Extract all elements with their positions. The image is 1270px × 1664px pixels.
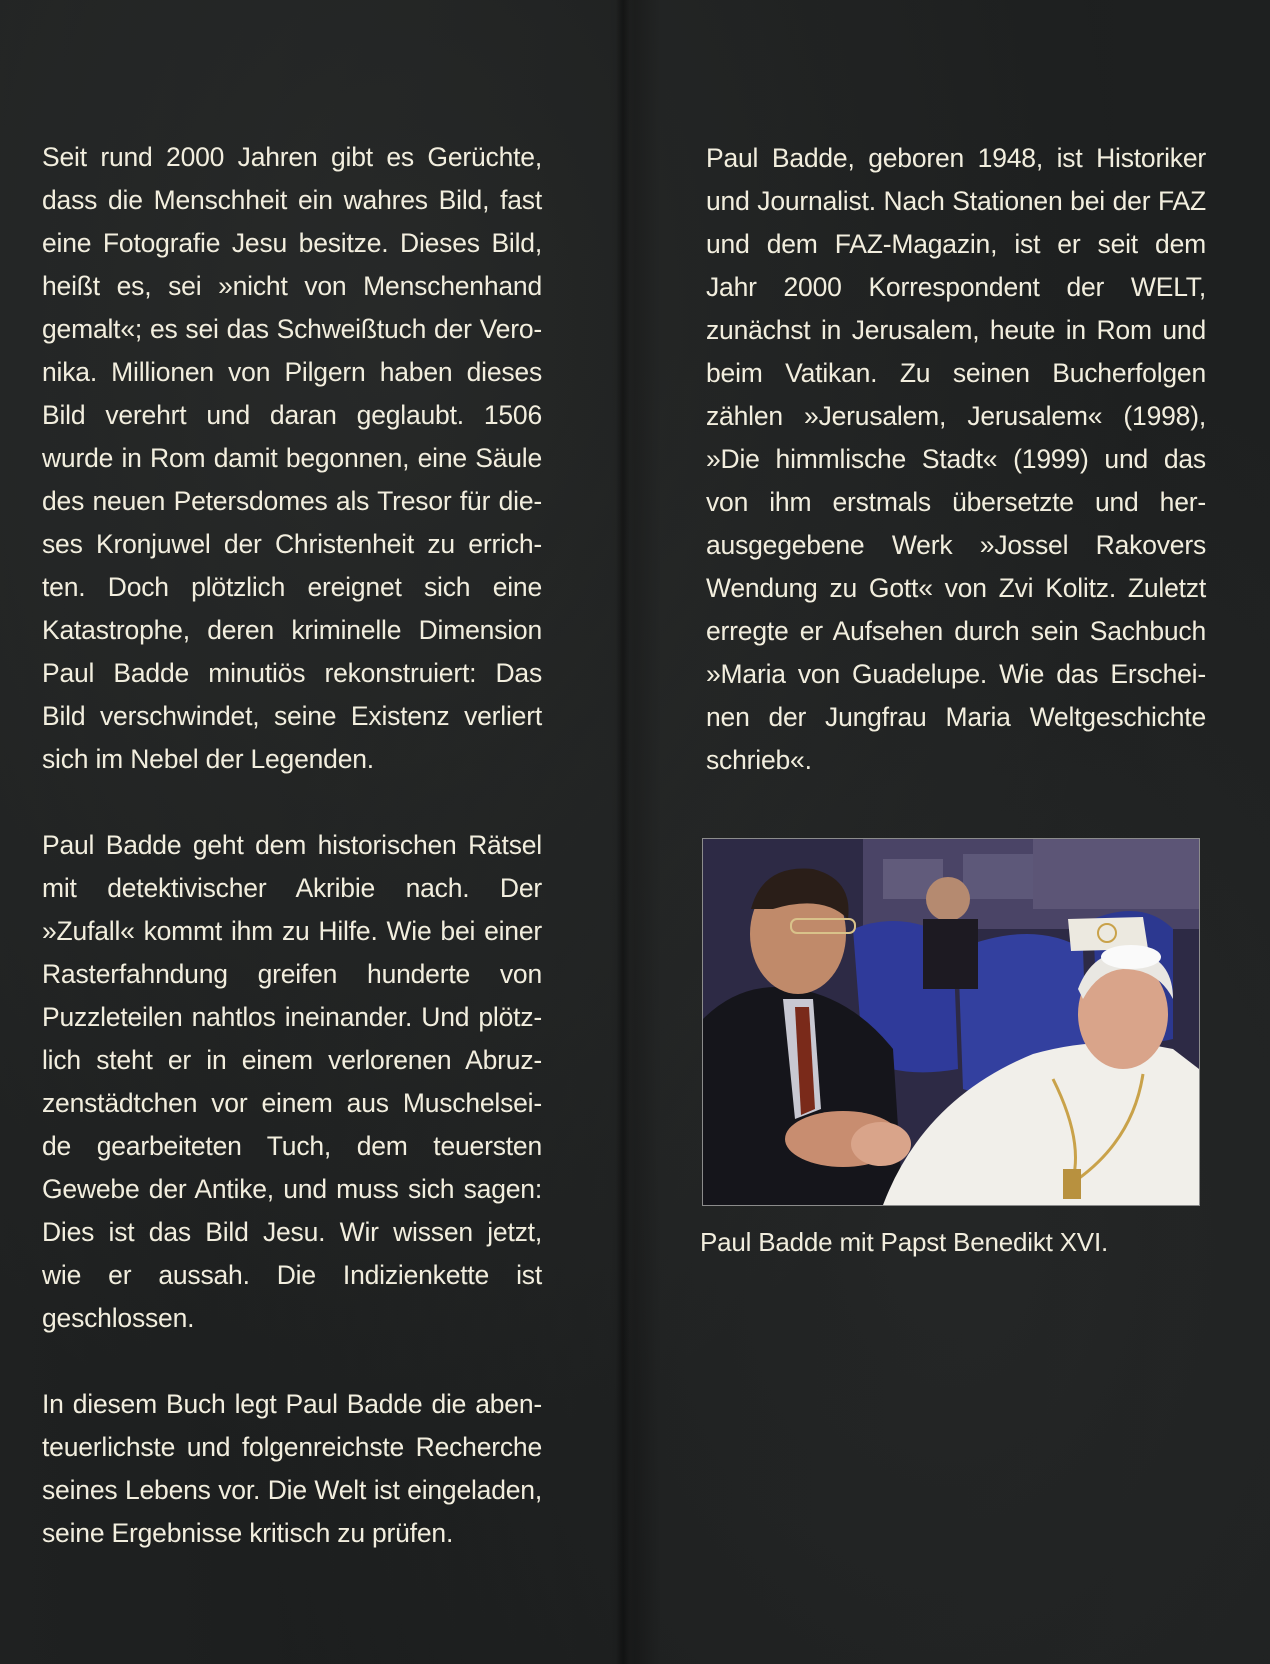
author-with-pope-photo [702, 838, 1200, 1206]
text-line: von ihm erstmals übersetzte und her- [706, 487, 1206, 517]
text-line: gemalt«; es sei das Schweißtuch der Vero- [42, 314, 542, 344]
text-line: lich steht er in einem verlorenen Abruz- [42, 1045, 542, 1075]
text-line: Jahr 2000 Korrespondent der WELT, [706, 272, 1206, 302]
author-bio-paragraph [706, 137, 1206, 782]
text-line: seines Lebens vor. Die Welt ist eingeladen, [42, 1475, 542, 1505]
text-line: In diesem Buch legt Paul Badde die aben- [42, 1389, 542, 1419]
text-line: zählen »Jerusalem, Jerusalem« (1998), [706, 401, 1206, 431]
text-line: wie er aussah. Die Indizienkette ist [42, 1260, 542, 1290]
text-line: mit detektivischer Akribie nach. Der [42, 873, 542, 903]
text-line: ten. Doch plötzlich ereignet sich eine [42, 572, 542, 602]
text-line: nen der Jungfrau Maria Weltgeschichte [706, 702, 1206, 732]
text-line: Dies ist das Bild Jesu. Wir wissen jetzt, [42, 1217, 542, 1247]
text-line: und dem FAZ-Magazin, ist er seit dem [706, 229, 1206, 259]
blurb-paragraph-2 [42, 824, 542, 1340]
text-line: geschlossen. [42, 1303, 195, 1333]
text-line: des neuen Petersdomes als Tresor für die- [42, 486, 542, 516]
text-line: Gewebe der Antike, und muss sich sagen: [42, 1174, 542, 1204]
text-line: Puzzleteilen nahtlos ineinander. Und plötz- [42, 1002, 542, 1032]
text-line: »Zufall« kommt ihm zu Hilfe. Wie bei einer [42, 916, 542, 946]
text-line: zunächst in Jerusalem, heute in Rom und [706, 315, 1206, 345]
text-line: Paul Badde geht dem historischen Rätsel [42, 830, 542, 860]
text-line: schrieb«. [706, 745, 812, 775]
text-line: teuerlichste und folgenreichste Recherche [42, 1432, 542, 1462]
text-line: »Die himmlische Stadt« (1999) und das [706, 444, 1206, 474]
text-line: wurde in Rom damit begonnen, eine Säule [42, 443, 542, 473]
text-line: Katastrophe, deren kriminelle Dimension [42, 615, 542, 645]
blurb-paragraph-1 [42, 136, 542, 781]
text-line: und Journalist. Nach Stationen bei der FAZ [706, 186, 1206, 216]
page-fold [616, 0, 630, 1664]
text-line: sich im Nebel der Legenden. [42, 744, 374, 774]
text-line: zenstädtchen vor einem aus Muschelsei- [42, 1088, 542, 1118]
text-line: de gearbeiteten Tuch, dem teuersten [42, 1131, 542, 1161]
text-line: Paul Badde, geboren 1948, ist Historiker [706, 143, 1206, 173]
text-line: Bild verschwindet, seine Existenz verliert [42, 701, 542, 731]
author-bio-column [706, 137, 1206, 782]
text-line: heißt es, sei »nicht von Menschenhand [42, 271, 542, 301]
text-line: Seit rund 2000 Jahren gibt es Gerüchte, [42, 142, 542, 172]
text-line: eine Fotografie Jesu besitze. Dieses Bild, [42, 228, 542, 258]
blurb-column [42, 136, 542, 1555]
photo-illustration [703, 839, 1199, 1205]
text-line: ausgegebene Werk »Jossel Rakovers [706, 530, 1206, 560]
text-line: Paul Badde minutiös rekonstruiert: Das [42, 658, 542, 688]
text-line: beim Vatikan. Zu seinen Bucherfolgen [706, 358, 1206, 388]
text-line: Bild verehrt und daran geglaubt. 1506 [42, 400, 542, 430]
text-line: dass die Menschheit ein wahres Bild, fast [42, 185, 542, 215]
text-line: ses Kronjuwel der Christenheit zu errich- [42, 529, 542, 559]
text-line: erregte er Aufsehen durch sein Sachbuch [706, 616, 1206, 646]
text-line: Rasterfahndung greifen hunderte von [42, 959, 542, 989]
text-line: nika. Millionen von Pilgern haben dieses [42, 357, 542, 387]
blurb-paragraph-3 [42, 1383, 542, 1555]
text-line: »Maria von Guadelupe. Wie das Erschei- [706, 659, 1206, 689]
text-line: seine Ergebnisse kritisch zu prüfen. [42, 1518, 454, 1548]
photo-caption: Paul Badde mit Papst Benedikt XVI. [700, 1227, 1108, 1257]
text-line: Wendung zu Gott« von Zvi Kolitz. Zuletzt [706, 573, 1206, 603]
